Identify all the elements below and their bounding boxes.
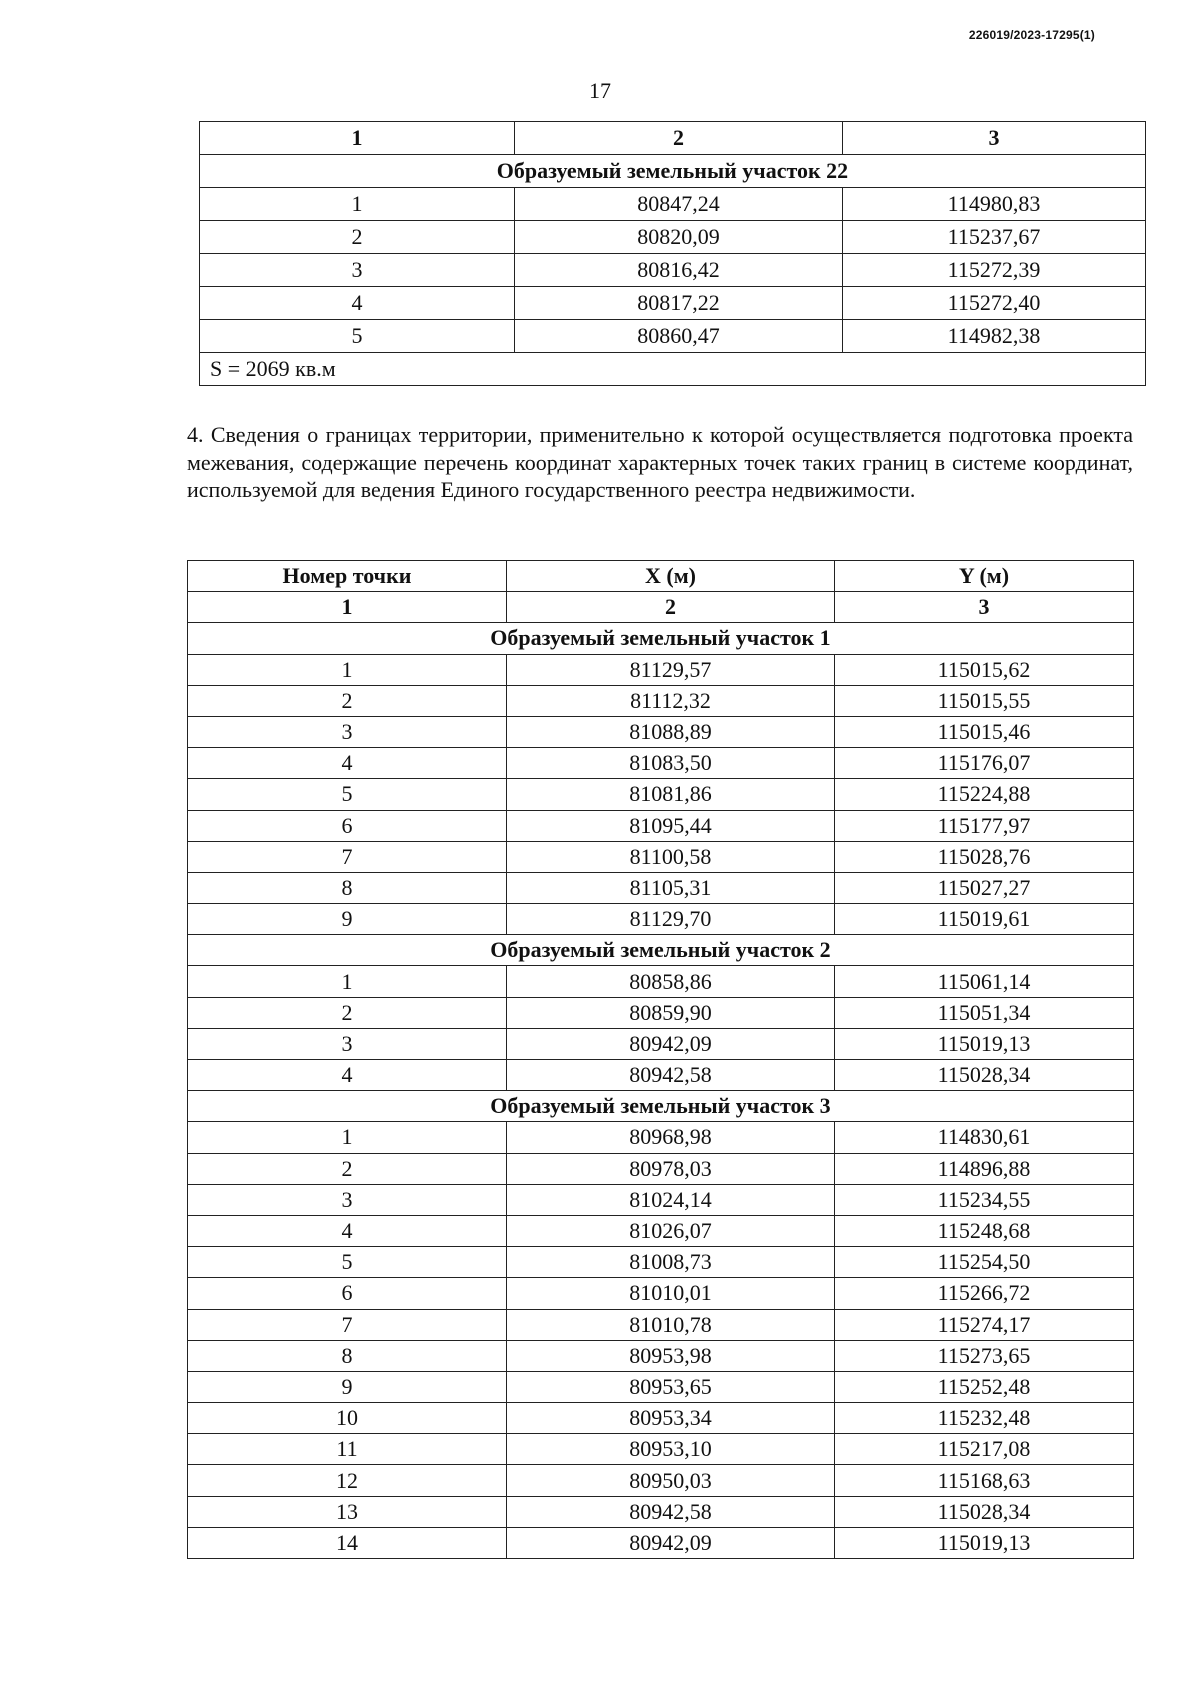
table-row	[200, 320, 1146, 353]
x-coordinate-cell: 80858,86	[507, 966, 835, 997]
table-row	[188, 1403, 1134, 1434]
point-number-cell: 7	[188, 841, 507, 872]
y-coordinate-cell: 115015,46	[835, 716, 1134, 747]
table-row	[188, 1371, 1134, 1402]
table-row	[188, 654, 1134, 685]
table-row	[200, 188, 1146, 221]
x-coordinate-cell: 81008,73	[507, 1247, 835, 1278]
table-row	[188, 1434, 1134, 1465]
page-number: 17	[589, 78, 611, 103]
y-coordinate-cell: 115061,14	[835, 966, 1134, 997]
area-row	[200, 353, 1146, 386]
plot-title-row	[188, 623, 1134, 654]
x-coordinate-cell: 80953,98	[507, 1340, 835, 1371]
x-coordinate-cell: 81010,78	[507, 1309, 835, 1340]
table-row	[188, 1122, 1134, 1153]
y-coordinate-cell: 115051,34	[835, 997, 1134, 1028]
plot-title-row	[188, 935, 1134, 966]
y-coordinate-cell: 115266,72	[835, 1278, 1134, 1309]
point-number-cell: 5	[188, 1247, 507, 1278]
column-title-cell: Y (м)	[835, 561, 1134, 592]
table-row	[188, 904, 1134, 935]
y-coordinate-cell: 115019,61	[835, 904, 1134, 935]
table-row	[188, 779, 1134, 810]
y-coordinate-cell: 115248,68	[835, 1215, 1134, 1246]
x-coordinate-cell: 80950,03	[507, 1465, 835, 1496]
point-number-cell: 11	[188, 1434, 507, 1465]
table-row	[188, 748, 1134, 779]
y-coordinate-cell: 115272,39	[843, 254, 1146, 287]
table-row	[188, 1215, 1134, 1246]
x-coordinate-cell: 80817,22	[515, 287, 843, 320]
point-number-cell: 4	[188, 748, 507, 779]
y-coordinate-cell: 115019,13	[835, 1527, 1134, 1558]
point-number-cell: 12	[188, 1465, 507, 1496]
x-coordinate-cell: 80942,09	[507, 1028, 835, 1059]
point-number-cell: 10	[188, 1403, 507, 1434]
y-coordinate-cell: 115019,13	[835, 1028, 1134, 1059]
column-number-row	[200, 122, 1146, 155]
table-row	[188, 966, 1134, 997]
table-row	[188, 1340, 1134, 1371]
y-coordinate-cell: 115217,08	[835, 1434, 1134, 1465]
x-coordinate-cell: 81105,31	[507, 872, 835, 903]
x-coordinate-cell: 80942,58	[507, 1496, 835, 1527]
x-coordinate-cell: 80968,98	[507, 1122, 835, 1153]
x-coordinate-cell: 81083,50	[507, 748, 835, 779]
point-number-cell: 8	[188, 872, 507, 903]
column-title-row	[188, 561, 1134, 592]
y-coordinate-cell: 115237,67	[843, 221, 1146, 254]
column-number-cell: 2	[515, 122, 843, 155]
x-coordinate-cell: 81026,07	[507, 1215, 835, 1246]
column-number-cell: 1	[188, 592, 507, 623]
x-coordinate-cell: 81088,89	[507, 716, 835, 747]
y-coordinate-cell: 114982,38	[843, 320, 1146, 353]
x-coordinate-cell: 81095,44	[507, 810, 835, 841]
point-number-cell: 1	[188, 1122, 507, 1153]
point-number-cell: 6	[188, 1278, 507, 1309]
point-number-cell: 3	[188, 1028, 507, 1059]
column-number-cell: 1	[200, 122, 515, 155]
plot-title-cell: Образуемый земельный участок 1	[188, 623, 1134, 654]
x-coordinate-cell: 81129,57	[507, 654, 835, 685]
column-number-cell: 2	[507, 592, 835, 623]
section-4-text: 4. Сведения о границах территории, применительно к которой осуществляется подготовка проекта межевания, содержащие перечень координат характерных точек таких границ в системе координат, используемой для ведения Единого государственного реестра недвижимости.	[187, 422, 1133, 502]
column-number-cell: 3	[843, 122, 1146, 155]
plot-title-row	[200, 155, 1146, 188]
y-coordinate-cell: 115234,55	[835, 1184, 1134, 1215]
table-row	[188, 1309, 1134, 1340]
point-number-cell: 2	[188, 685, 507, 716]
column-title-cell: Номер точки	[188, 561, 507, 592]
y-coordinate-cell: 115015,62	[835, 654, 1134, 685]
point-number-cell: 1	[200, 188, 515, 221]
coordinates-table-plot-22	[199, 121, 1146, 386]
table-row	[188, 1184, 1134, 1215]
y-coordinate-cell: 114896,88	[835, 1153, 1134, 1184]
plot-title-row	[188, 1091, 1134, 1122]
x-coordinate-cell: 80942,09	[507, 1527, 835, 1558]
area-cell: S = 2069 кв.м	[200, 353, 1146, 386]
x-coordinate-cell: 81024,14	[507, 1184, 835, 1215]
y-coordinate-cell: 114830,61	[835, 1122, 1134, 1153]
x-coordinate-cell: 80820,09	[515, 221, 843, 254]
y-coordinate-cell: 115272,40	[843, 287, 1146, 320]
x-coordinate-cell: 80978,03	[507, 1153, 835, 1184]
point-number-cell: 2	[188, 997, 507, 1028]
x-coordinate-cell: 81100,58	[507, 841, 835, 872]
x-coordinate-cell: 81081,86	[507, 779, 835, 810]
table-row	[188, 685, 1134, 716]
table-row	[188, 1496, 1134, 1527]
y-coordinate-cell: 115015,55	[835, 685, 1134, 716]
x-coordinate-cell: 80860,47	[515, 320, 843, 353]
point-number-cell: 1	[188, 966, 507, 997]
point-number-cell: 3	[188, 1184, 507, 1215]
table-row	[188, 1278, 1134, 1309]
plot-title-cell: Образуемый земельный участок 22	[200, 155, 1146, 188]
x-coordinate-cell: 81010,01	[507, 1278, 835, 1309]
table-row	[188, 872, 1134, 903]
column-number-row	[188, 592, 1134, 623]
table-row	[188, 1028, 1134, 1059]
column-number-cell: 3	[835, 592, 1134, 623]
point-number-cell: 3	[188, 716, 507, 747]
y-coordinate-cell: 115224,88	[835, 779, 1134, 810]
x-coordinate-cell: 81129,70	[507, 904, 835, 935]
table-row	[200, 254, 1146, 287]
plot-title-cell: Образуемый земельный участок 3	[188, 1091, 1134, 1122]
point-number-cell: 2	[200, 221, 515, 254]
table-row	[188, 810, 1134, 841]
x-coordinate-cell: 80847,24	[515, 188, 843, 221]
point-number-cell: 2	[188, 1153, 507, 1184]
y-coordinate-cell: 115168,63	[835, 1465, 1134, 1496]
point-number-cell: 4	[188, 1060, 507, 1091]
table-row	[188, 716, 1134, 747]
y-coordinate-cell: 115274,17	[835, 1309, 1134, 1340]
table-row	[188, 997, 1134, 1028]
table-row	[188, 1153, 1134, 1184]
point-number-cell: 4	[200, 287, 515, 320]
y-coordinate-cell: 115273,65	[835, 1340, 1134, 1371]
y-coordinate-cell: 115177,97	[835, 810, 1134, 841]
section-4-paragraph	[187, 421, 1133, 504]
document-id: 226019/2023-17295(1)	[968, 28, 1095, 42]
y-coordinate-cell: 115254,50	[835, 1247, 1134, 1278]
x-coordinate-cell: 80953,34	[507, 1403, 835, 1434]
table-row	[200, 287, 1146, 320]
table-row	[188, 841, 1134, 872]
x-coordinate-cell: 81112,32	[507, 685, 835, 716]
table-row	[188, 1527, 1134, 1558]
y-coordinate-cell: 114980,83	[843, 188, 1146, 221]
plot-title-cell: Образуемый земельный участок 2	[188, 935, 1134, 966]
x-coordinate-cell: 80953,10	[507, 1434, 835, 1465]
table-row	[188, 1247, 1134, 1278]
y-coordinate-cell: 115028,34	[835, 1060, 1134, 1091]
y-coordinate-cell: 115028,34	[835, 1496, 1134, 1527]
y-coordinate-cell: 115027,27	[835, 872, 1134, 903]
point-number-cell: 1	[188, 654, 507, 685]
point-number-cell: 4	[188, 1215, 507, 1246]
y-coordinate-cell: 115028,76	[835, 841, 1134, 872]
point-number-cell: 5	[188, 779, 507, 810]
point-number-cell: 9	[188, 904, 507, 935]
y-coordinate-cell: 115252,48	[835, 1371, 1134, 1402]
point-number-cell: 7	[188, 1309, 507, 1340]
point-number-cell: 3	[200, 254, 515, 287]
point-number-cell: 6	[188, 810, 507, 841]
point-number-cell: 5	[200, 320, 515, 353]
x-coordinate-cell: 80942,58	[507, 1060, 835, 1091]
table-row	[188, 1060, 1134, 1091]
point-number-cell: 9	[188, 1371, 507, 1402]
point-number-cell: 13	[188, 1496, 507, 1527]
x-coordinate-cell: 80816,42	[515, 254, 843, 287]
point-number-cell: 14	[188, 1527, 507, 1558]
table-row	[188, 1465, 1134, 1496]
point-number-cell: 8	[188, 1340, 507, 1371]
x-coordinate-cell: 80953,65	[507, 1371, 835, 1402]
y-coordinate-cell: 115232,48	[835, 1403, 1134, 1434]
column-title-cell: X (м)	[507, 561, 835, 592]
x-coordinate-cell: 80859,90	[507, 997, 835, 1028]
y-coordinate-cell: 115176,07	[835, 748, 1134, 779]
table-row	[200, 221, 1146, 254]
boundary-coordinates-table	[187, 560, 1134, 1559]
